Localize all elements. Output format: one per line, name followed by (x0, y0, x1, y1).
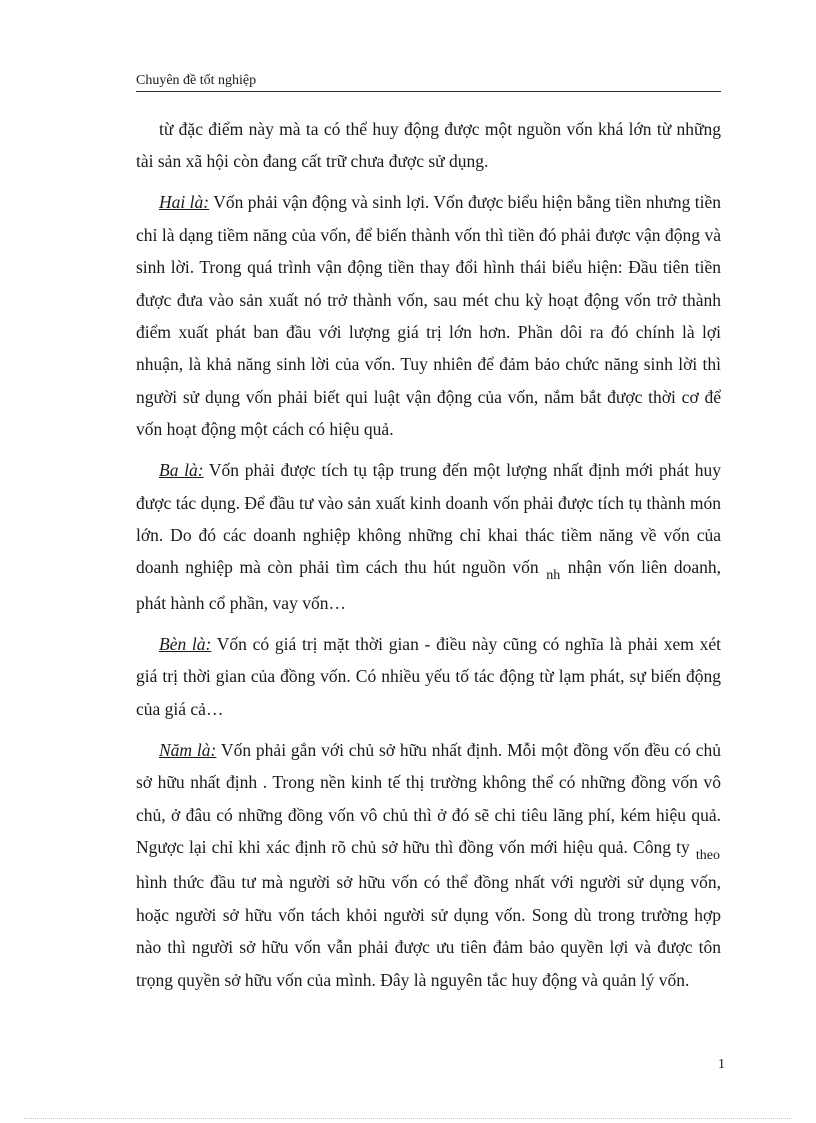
header-title: Chuyên đề tốt nghiệp (136, 73, 257, 88)
stray-subscript-text: theo (695, 847, 720, 863)
document-body (136, 113, 721, 1005)
paragraph-lead: Ba là: (159, 460, 204, 481)
paragraph-text: Vốn có giá trị mặt thời gian - điều này cũng có nghĩa là phải xem xét giá trị thời gian của đồng vốn. Có nhiều yếu tố tác động từ lạm phát, sự biến động của giá cả… (136, 633, 721, 719)
page-number: 1 (718, 1057, 725, 1072)
paragraph-intro (136, 113, 721, 178)
stray-subscript-text: nh (546, 568, 561, 584)
paragraph-nam-la (136, 734, 721, 996)
page-header (136, 72, 721, 92)
paragraph-text-continued: nhận vốn liên doanh, phát hành cổ phần, vay vốn… (136, 557, 722, 613)
paragraph-ba-la (136, 454, 721, 619)
paragraph-text: Vốn phải gắn với chủ sở hữu nhất định. Mỗi một đồng vốn đều có chủ sở hữu nhất định . Trong nền kinh tế thị trường không thể có những đồng vốn vô chủ, ở đâu có những đồng vốn vô chủ thì ở đó sẽ chi tiêu lãng phí, kém hiệu quả. Ngược lại chỉ khi xác định rõ chủ sở hữu thì đồng vốn mới hiệu quả. Công ty (136, 739, 722, 857)
paragraph-text: từ đặc điểm này mà ta có thể huy động được một nguồn vốn khá lớn từ những tài sản xã hội còn đang cất trữ chưa được sử dụng. (136, 119, 721, 172)
paragraph-text-continued: hình thức đầu tư mà người sở hữu vốn có thể đồng nhất với người sử dụng vốn, hoặc người sở hữu vốn tách khỏi người sử dụng vốn. Song dù trong trường hợp nào thì người sở hữu vốn vẫn phải được ưu tiên đảm bảo quyền lợi và được tôn trọng quyền sở hữu vốn của mình. Đây là nguyên tắc huy động và quản lý vốn. (136, 872, 721, 990)
paragraph-bon-la (136, 628, 721, 725)
paragraph-hai-la (136, 186, 721, 445)
paragraph-lead: Hai là: (159, 192, 210, 213)
paragraph-lead: Bèn là: (159, 633, 212, 654)
paragraph-lead: Năm là: (159, 739, 217, 760)
page-boundary-divider (24, 1118, 792, 1119)
paragraph-text: Vốn phải vận động và sinh lợi. Vốn được biểu hiện bằng tiền nhưng tiền chỉ là dạng tiềm năng của vốn, để biến thành vốn thì tiền đó phải được vận động và sinh lời. Trong quá trình vận động tiền thay đổi hình thái biểu hiện: Đầu tiên tiền được đưa vào sản xuất nó trở thành vốn, sau mét chu kỳ hoạt động vốn trở thành điểm xuất phát ban đầu với lượng giá trị lớn hơn. Phần dôi ra đó chính là lợi nhuận, là khả năng sinh lời của vốn. Tuy nhiên để đảm bảo chức năng sinh lời thì người sử dụng vốn phải biết qui luật vận động của vốn, nắm bắt được thời cơ để vốn hoạt động một cách có hiệu quả. (136, 192, 721, 440)
paragraph-text: Vốn phải được tích tụ tập trung đến một lượng nhất định mới phát huy được tác dụng. Để đầu tư vào sản xuất kinh doanh vốn phải được tích tụ thành món lớn. Do đó các doanh nghiệp không những chỉ khai thác tiềm năng về vốn của doanh nghiệp mà còn phải tìm cách thu hút nguồn vốn (136, 460, 721, 578)
